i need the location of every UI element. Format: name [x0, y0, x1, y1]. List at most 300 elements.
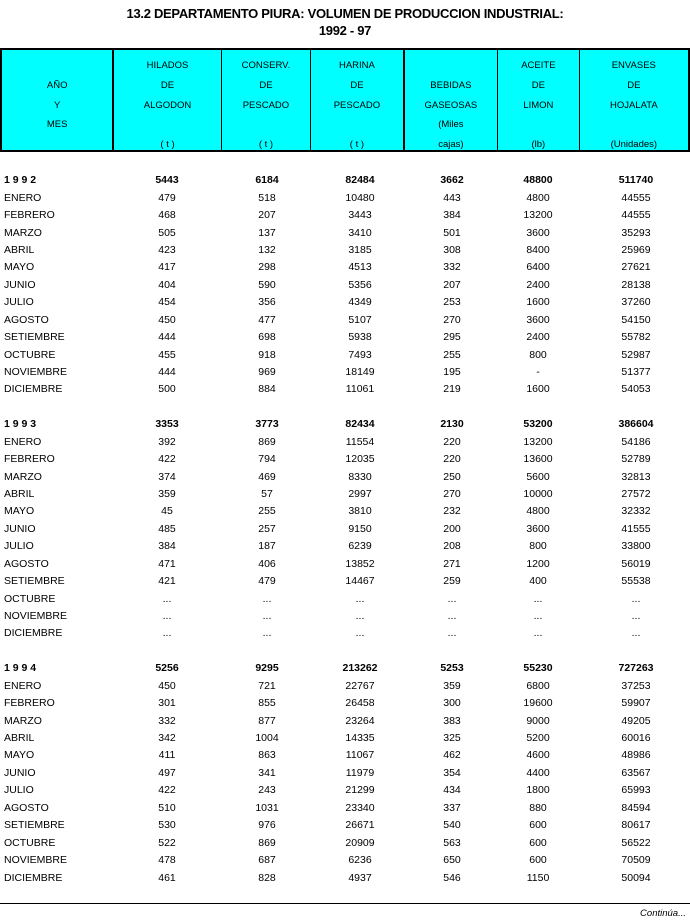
month-row — [0, 294, 690, 311]
value-aceite-limon: ... — [533, 592, 543, 605]
header-label — [222, 115, 310, 135]
value-conserv-pescado: 298 — [258, 261, 276, 274]
value-aceite-limon: 400 — [529, 575, 547, 588]
value-hilados-algodon: 497 — [158, 766, 176, 779]
value-harina-pescado: 22767 — [345, 679, 375, 692]
value-bebidas-gaseosas: 207 — [443, 278, 461, 291]
value-bebidas-gaseosas: 250 — [443, 470, 461, 483]
value-conserv-pescado: 518 — [258, 191, 276, 204]
month-label: DICIEMBRE — [4, 627, 63, 640]
month-row — [0, 207, 690, 224]
value-hilados-algodon: 485 — [158, 522, 176, 535]
header-label: GASEOSAS — [424, 99, 478, 111]
value-harina-pescado: 6236 — [348, 854, 372, 867]
value-conserv-pescado: 969 — [258, 366, 276, 379]
table-subtitle-years: 1992 - 97 — [318, 23, 372, 38]
value-conserv-pescado: 884 — [258, 383, 276, 396]
value-conserv-pescado: 406 — [258, 557, 276, 570]
value-aceite-limon: 8400 — [526, 244, 550, 257]
year-label: 1 9 9 2 — [4, 174, 37, 187]
total-aceite-limon: 53200 — [523, 418, 553, 431]
value-aceite-limon: 13200 — [523, 209, 553, 222]
value-bebidas-gaseosas: 195 — [443, 366, 461, 379]
value-conserv-pescado: 477 — [258, 313, 276, 326]
header-label: ( t ) — [349, 139, 365, 151]
value-envases-hojalata: 54053 — [621, 383, 651, 396]
month-row — [0, 225, 690, 242]
value-envases-hojalata: 44555 — [621, 191, 651, 204]
month-label: JULIO — [4, 784, 34, 797]
value-harina-pescado: 3185 — [348, 244, 372, 257]
value-conserv-pescado: 863 — [258, 749, 276, 762]
total-bebidas-gaseosas: 5253 — [440, 662, 464, 675]
header-label: BEBIDAS — [430, 79, 472, 91]
header-label: PESCADO — [333, 99, 381, 111]
header-label: DE — [627, 79, 641, 91]
value-envases-hojalata: 28138 — [621, 278, 651, 291]
value-hilados-algodon: 422 — [158, 453, 176, 466]
value-hilados-algodon: 505 — [158, 226, 176, 239]
value-bebidas-gaseosas: 354 — [443, 766, 461, 779]
value-bebidas-gaseosas: ... — [447, 627, 457, 640]
header-label — [114, 115, 220, 135]
header-label: (lb) — [531, 139, 546, 151]
header-label: LIMON — [523, 99, 554, 111]
total-envases-hojalata: 386604 — [618, 418, 654, 431]
value-envases-hojalata: 37260 — [621, 296, 651, 309]
month-row — [0, 381, 690, 398]
total-hilados-algodon: 5443 — [155, 174, 179, 187]
value-harina-pescado: 4937 — [348, 871, 372, 884]
month-row — [0, 521, 690, 538]
value-harina-pescado: 7493 — [348, 348, 372, 361]
year-total-row — [0, 416, 690, 433]
value-envases-hojalata: 65993 — [621, 784, 651, 797]
value-conserv-pescado: 1004 — [255, 732, 279, 745]
value-envases-hojalata: ... — [631, 627, 641, 640]
month-row — [0, 625, 690, 642]
value-aceite-limon: 13600 — [523, 453, 553, 466]
value-envases-hojalata: 56019 — [621, 557, 651, 570]
month-label: DICIEMBRE — [4, 383, 63, 396]
value-harina-pescado: 11979 — [345, 766, 375, 779]
value-envases-hojalata: 37253 — [621, 679, 651, 692]
value-harina-pescado: 5356 — [348, 278, 372, 291]
value-harina-pescado: 18149 — [345, 366, 375, 379]
month-row — [0, 835, 690, 852]
value-aceite-limon: 4600 — [526, 749, 550, 762]
value-conserv-pescado: 794 — [258, 453, 276, 466]
year-label: 1 9 9 4 — [4, 662, 37, 675]
value-bebidas-gaseosas: 332 — [443, 261, 461, 274]
value-conserv-pescado: 469 — [258, 470, 276, 483]
value-harina-pescado: 10480 — [345, 191, 375, 204]
value-harina-pescado: 23264 — [345, 714, 375, 727]
month-label: DICIEMBRE — [4, 871, 63, 884]
value-aceite-limon: 5200 — [526, 732, 550, 745]
month-row — [0, 730, 690, 747]
month-row — [0, 451, 690, 468]
value-hilados-algodon: 479 — [158, 191, 176, 204]
month-label: SETIEMBRE — [4, 575, 65, 588]
header-label: AÑO — [46, 79, 68, 91]
header-label: DE — [259, 79, 273, 91]
month-label: SETIEMBRE — [4, 331, 65, 344]
value-envases-hojalata: 54186 — [621, 435, 651, 448]
value-hilados-algodon: 444 — [158, 366, 176, 379]
header-label — [405, 56, 497, 76]
total-aceite-limon: 55230 — [523, 662, 553, 675]
value-aceite-limon: 1600 — [526, 296, 550, 309]
value-harina-pescado: 6239 — [348, 540, 372, 553]
month-row — [0, 713, 690, 730]
value-aceite-limon: 3600 — [526, 313, 550, 326]
value-harina-pescado: 9150 — [348, 522, 372, 535]
value-conserv-pescado: ... — [262, 610, 272, 623]
value-envases-hojalata: 49205 — [621, 714, 651, 727]
value-bebidas-gaseosas: 232 — [443, 505, 461, 518]
header-label: DE — [350, 79, 364, 91]
value-harina-pescado: 21299 — [345, 784, 375, 797]
value-hilados-algodon: 478 — [158, 854, 176, 867]
value-hilados-algodon: 444 — [158, 331, 176, 344]
value-conserv-pescado: 869 — [258, 435, 276, 448]
value-aceite-limon: 10000 — [523, 488, 553, 501]
month-row — [0, 608, 690, 625]
value-hilados-algodon: 522 — [158, 836, 176, 849]
total-bebidas-gaseosas: 3662 — [440, 174, 464, 187]
month-label: NOVIEMBRE — [4, 366, 68, 379]
value-envases-hojalata: 44555 — [621, 209, 651, 222]
header-label: PESCADO — [242, 99, 290, 111]
value-harina-pescado: 11554 — [345, 435, 375, 448]
value-hilados-algodon: 45 — [161, 505, 173, 518]
value-aceite-limon: 2400 — [526, 278, 550, 291]
value-bebidas-gaseosas: 208 — [443, 540, 461, 553]
value-conserv-pescado: 187 — [258, 540, 276, 553]
value-harina-pescado: 14467 — [345, 575, 375, 588]
month-row — [0, 782, 690, 799]
value-conserv-pescado: 918 — [258, 348, 276, 361]
value-hilados-algodon: 468 — [158, 209, 176, 222]
value-hilados-algodon: 450 — [158, 313, 176, 326]
header-label: CONSERV. — [241, 60, 291, 71]
value-bebidas-gaseosas: 300 — [443, 697, 461, 710]
value-bebidas-gaseosas: 200 — [443, 522, 461, 535]
month-label: JUNIO — [4, 522, 36, 535]
value-conserv-pescado: 207 — [258, 209, 276, 222]
value-bebidas-gaseosas: 308 — [443, 244, 461, 257]
value-conserv-pescado: 877 — [258, 714, 276, 727]
value-aceite-limon: 3600 — [526, 226, 550, 239]
value-bebidas-gaseosas: 650 — [443, 854, 461, 867]
value-bebidas-gaseosas: 270 — [443, 488, 461, 501]
value-envases-hojalata: 27572 — [621, 488, 651, 501]
value-envases-hojalata: ... — [631, 592, 641, 605]
month-row — [0, 852, 690, 869]
value-aceite-limon: 800 — [529, 348, 547, 361]
month-label: MARZO — [4, 714, 42, 727]
month-row — [0, 678, 690, 695]
value-conserv-pescado: 828 — [258, 871, 276, 884]
value-conserv-pescado: 855 — [258, 697, 276, 710]
value-bebidas-gaseosas: 384 — [443, 209, 461, 222]
value-conserv-pescado: 1031 — [255, 801, 279, 814]
value-aceite-limon: 600 — [529, 819, 547, 832]
header-label: DE — [531, 79, 545, 91]
total-conserv-pescado: 9295 — [255, 662, 279, 675]
month-label: ABRIL — [4, 488, 35, 501]
value-bebidas-gaseosas: 220 — [443, 435, 461, 448]
header-label: ( t ) — [258, 139, 274, 151]
value-harina-pescado: 3443 — [348, 209, 372, 222]
value-aceite-limon: 600 — [529, 854, 547, 867]
value-harina-pescado: 11067 — [345, 749, 375, 762]
value-hilados-algodon: ... — [162, 627, 172, 640]
value-bebidas-gaseosas: ... — [447, 610, 457, 623]
total-envases-hojalata: 511740 — [618, 174, 654, 187]
value-envases-hojalata: 41555 — [621, 522, 651, 535]
value-conserv-pescado: 698 — [258, 331, 276, 344]
value-hilados-algodon: 461 — [158, 871, 176, 884]
header-label — [580, 115, 688, 135]
month-row — [0, 329, 690, 346]
value-aceite-limon: 19600 — [523, 697, 553, 710]
value-hilados-algodon: 421 — [158, 575, 176, 588]
month-label: JULIO — [4, 296, 34, 309]
value-harina-pescado: ... — [355, 592, 365, 605]
value-harina-pescado: 4349 — [348, 296, 372, 309]
header-label: MES — [46, 119, 68, 131]
month-label: NOVIEMBRE — [4, 610, 68, 623]
value-conserv-pescado: 976 — [258, 819, 276, 832]
value-bebidas-gaseosas: 295 — [443, 331, 461, 344]
year-label: 1 9 9 3 — [4, 418, 37, 431]
month-label: FEBRERO — [4, 453, 55, 466]
value-aceite-limon: 2400 — [526, 331, 550, 344]
year-total-row — [0, 172, 690, 189]
total-harina-pescado: 213262 — [342, 662, 378, 675]
value-bebidas-gaseosas: 546 — [443, 871, 461, 884]
total-harina-pescado: 82434 — [345, 418, 375, 431]
value-envases-hojalata: 35293 — [621, 226, 651, 239]
value-aceite-limon: 13200 — [523, 435, 553, 448]
value-conserv-pescado: 137 — [258, 226, 276, 239]
month-label: ENERO — [4, 191, 42, 204]
value-envases-hojalata: 63567 — [621, 766, 651, 779]
value-hilados-algodon: 422 — [158, 784, 176, 797]
month-label: MAYO — [4, 749, 35, 762]
value-aceite-limon: 6400 — [526, 261, 550, 274]
value-envases-hojalata: 55782 — [621, 331, 651, 344]
total-conserv-pescado: 3773 — [255, 418, 279, 431]
header-label — [2, 135, 112, 155]
value-bebidas-gaseosas: 434 — [443, 784, 461, 797]
value-bebidas-gaseosas: 270 — [443, 313, 461, 326]
month-row — [0, 277, 690, 294]
value-envases-hojalata: 32813 — [621, 470, 651, 483]
value-conserv-pescado: 132 — [258, 244, 276, 257]
value-conserv-pescado: 255 — [258, 505, 276, 518]
value-conserv-pescado: 479 — [258, 575, 276, 588]
month-row — [0, 573, 690, 590]
month-label: MAYO — [4, 505, 35, 518]
value-conserv-pescado: 687 — [258, 854, 276, 867]
value-aceite-limon: - — [536, 366, 540, 379]
value-hilados-algodon: 500 — [158, 383, 176, 396]
header-col-envases-hojalata — [580, 50, 688, 150]
value-hilados-algodon: 471 — [158, 557, 176, 570]
month-label: OCTUBRE — [4, 836, 56, 849]
value-hilados-algodon: 411 — [158, 749, 176, 762]
header-label: (Miles — [438, 119, 464, 131]
value-envases-hojalata: 80617 — [621, 819, 651, 832]
month-label: FEBRERO — [4, 697, 55, 710]
value-bebidas-gaseosas: 563 — [443, 836, 461, 849]
value-aceite-limon: 4400 — [526, 766, 550, 779]
value-envases-hojalata: 84594 — [621, 801, 651, 814]
month-row — [0, 870, 690, 887]
header-label: HOJALATA — [609, 99, 658, 111]
month-row — [0, 817, 690, 834]
value-bebidas-gaseosas: 501 — [443, 226, 461, 239]
value-harina-pescado: ... — [355, 610, 365, 623]
value-envases-hojalata: 32332 — [621, 505, 651, 518]
header-col-harina-pescado — [311, 50, 404, 150]
value-hilados-algodon: 359 — [158, 488, 176, 501]
header-label — [498, 115, 579, 135]
month-label: JUNIO — [4, 278, 36, 291]
value-conserv-pescado: 590 — [258, 278, 276, 291]
header-col-year-month — [2, 50, 114, 150]
value-harina-pescado: 11061 — [345, 383, 375, 396]
value-hilados-algodon: 417 — [158, 261, 176, 274]
value-aceite-limon: 6800 — [526, 679, 550, 692]
value-hilados-algodon: 450 — [158, 679, 176, 692]
header-label — [311, 115, 402, 135]
value-aceite-limon: 880 — [529, 801, 547, 814]
month-row — [0, 538, 690, 555]
value-aceite-limon: 1800 — [526, 784, 550, 797]
value-harina-pescado: 23340 — [345, 801, 375, 814]
header-label: ALGODON — [143, 99, 192, 111]
month-row — [0, 242, 690, 259]
value-envases-hojalata: 33800 — [621, 540, 651, 553]
bottom-rule — [0, 903, 690, 904]
value-hilados-algodon: 301 — [158, 697, 176, 710]
value-hilados-algodon: 342 — [158, 732, 176, 745]
month-row — [0, 469, 690, 486]
value-harina-pescado: 3410 — [348, 226, 372, 239]
header-label: ACEITE — [521, 60, 556, 71]
value-hilados-algodon: 455 — [158, 348, 176, 361]
month-row — [0, 190, 690, 207]
value-conserv-pescado: ... — [262, 627, 272, 640]
total-harina-pescado: 82484 — [345, 174, 375, 187]
value-harina-pescado: 3810 — [348, 505, 372, 518]
value-conserv-pescado: 356 — [258, 296, 276, 309]
total-conserv-pescado: 6184 — [255, 174, 279, 187]
value-harina-pescado: 14335 — [345, 732, 375, 745]
value-hilados-algodon: 384 — [158, 540, 176, 553]
value-envases-hojalata: 27621 — [621, 261, 651, 274]
value-aceite-limon: 800 — [529, 540, 547, 553]
value-bebidas-gaseosas: 219 — [443, 383, 461, 396]
month-row — [0, 259, 690, 276]
header-label: Y — [54, 99, 61, 111]
header-label: HARINA — [338, 60, 375, 71]
value-bebidas-gaseosas: ... — [447, 592, 457, 605]
total-hilados-algodon: 3353 — [155, 418, 179, 431]
value-hilados-algodon: ... — [162, 610, 172, 623]
header-col-aceite-limon — [498, 50, 580, 150]
value-aceite-limon: 9000 — [526, 714, 550, 727]
value-harina-pescado: 26458 — [345, 697, 375, 710]
value-aceite-limon: ... — [533, 610, 543, 623]
month-label: OCTUBRE — [4, 348, 56, 361]
value-hilados-algodon: 530 — [158, 819, 176, 832]
month-row — [0, 556, 690, 573]
value-hilados-algodon: ... — [162, 592, 172, 605]
value-hilados-algodon: 423 — [158, 244, 176, 257]
value-bebidas-gaseosas: 337 — [443, 801, 461, 814]
value-bebidas-gaseosas: 259 — [443, 575, 461, 588]
value-hilados-algodon: 454 — [158, 296, 176, 309]
month-row — [0, 364, 690, 381]
header-label: HILADOS — [146, 60, 189, 71]
value-envases-hojalata: 54150 — [621, 313, 651, 326]
month-row — [0, 800, 690, 817]
value-harina-pescado: 12035 — [345, 453, 375, 466]
month-label: MARZO — [4, 470, 42, 483]
month-label: NOVIEMBRE — [4, 854, 68, 867]
header-label: ENVASES — [611, 60, 656, 71]
value-bebidas-gaseosas: 462 — [443, 749, 461, 762]
value-bebidas-gaseosas: 359 — [443, 679, 461, 692]
value-hilados-algodon: 332 — [158, 714, 176, 727]
month-label: JUNIO — [4, 766, 36, 779]
value-harina-pescado: 5938 — [348, 331, 372, 344]
value-harina-pescado: 13852 — [345, 557, 375, 570]
value-aceite-limon: 4800 — [526, 505, 550, 518]
value-harina-pescado: ... — [355, 627, 365, 640]
table-header — [0, 48, 690, 152]
month-label: AGOSTO — [4, 313, 49, 326]
value-envases-hojalata: 51377 — [621, 366, 651, 379]
month-label: MAYO — [4, 261, 35, 274]
value-aceite-limon: 1600 — [526, 383, 550, 396]
value-envases-hojalata: 52987 — [621, 348, 651, 361]
value-envases-hojalata: 50094 — [621, 871, 651, 884]
value-bebidas-gaseosas: 325 — [443, 732, 461, 745]
month-row — [0, 434, 690, 451]
value-conserv-pescado: 243 — [258, 784, 276, 797]
header-label: ( t ) — [160, 139, 175, 151]
total-aceite-limon: 48800 — [523, 174, 553, 187]
header-label: (Unidades) — [610, 139, 658, 151]
month-label: SETIEMBRE — [4, 819, 65, 832]
value-aceite-limon: 1150 — [526, 871, 550, 884]
value-bebidas-gaseosas: 255 — [443, 348, 461, 361]
value-conserv-pescado: ... — [262, 592, 272, 605]
value-conserv-pescado: 257 — [258, 522, 276, 535]
month-row — [0, 765, 690, 782]
value-envases-hojalata: 59907 — [621, 697, 651, 710]
value-harina-pescado: 8330 — [348, 470, 372, 483]
month-row — [0, 347, 690, 364]
value-hilados-algodon: 510 — [158, 801, 176, 814]
month-label: ABRIL — [4, 244, 35, 257]
